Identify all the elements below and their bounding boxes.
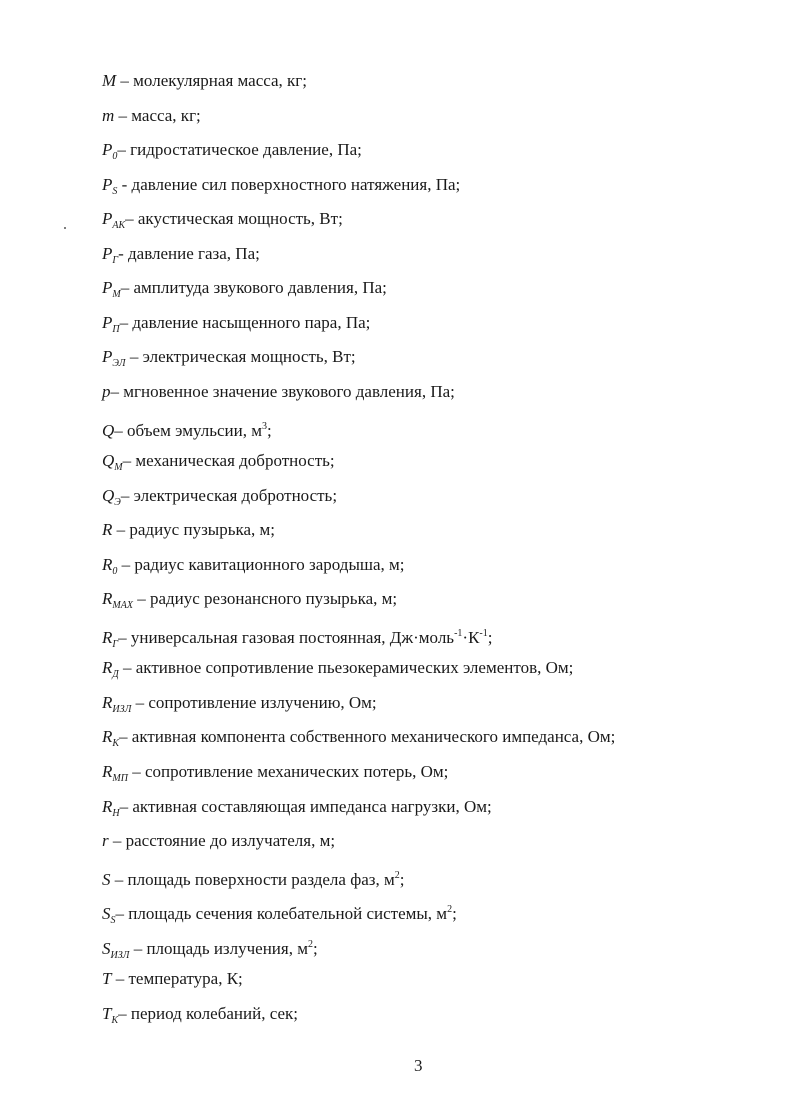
notation-entry bbox=[102, 313, 370, 340]
notation-entry bbox=[102, 175, 460, 202]
symbol: m bbox=[102, 106, 115, 125]
notation-entry bbox=[102, 555, 404, 582]
definition: – площадь сечения колебательной системы, м bbox=[115, 904, 448, 923]
symbol: p bbox=[102, 382, 111, 401]
symbol: T bbox=[102, 1004, 112, 1023]
symbol: R bbox=[102, 797, 113, 816]
notation-entry bbox=[102, 797, 492, 824]
definition: – активная компонента собственного механического импеданса, Ом; bbox=[119, 727, 616, 746]
symbol: P bbox=[102, 140, 113, 159]
unit-superscript: 3 bbox=[262, 421, 267, 432]
symbol: R bbox=[102, 555, 113, 574]
symbol-subscript: Г bbox=[112, 255, 119, 266]
notation-entry bbox=[102, 417, 272, 441]
definition: – радиус пузырька, м; bbox=[112, 520, 275, 539]
unit-superscript: 2 bbox=[394, 870, 400, 881]
unit-superscript: -1 bbox=[454, 628, 463, 639]
scan-speck bbox=[64, 227, 66, 229]
definition: – площадь излучения, м bbox=[129, 939, 308, 958]
definition: – сопротивление механических потерь, Ом; bbox=[127, 762, 449, 781]
definition: – молекулярная масса, кг; bbox=[116, 71, 308, 90]
symbol-subscript: П bbox=[112, 324, 120, 335]
notation-entry bbox=[102, 969, 243, 989]
definition: – объем эмульсии, м bbox=[114, 421, 262, 440]
symbol-subscript: Д bbox=[112, 669, 119, 680]
definition: – активная составляющая импеданса нагрузки, Ом; bbox=[119, 797, 492, 816]
symbol: P bbox=[102, 209, 113, 228]
notation-entry bbox=[102, 106, 201, 126]
definition: – расстояние до излучателя, м; bbox=[108, 831, 336, 850]
notation-entry bbox=[102, 382, 455, 402]
notation-entry bbox=[102, 71, 307, 91]
notation-entry bbox=[102, 140, 362, 167]
symbol: R bbox=[102, 628, 113, 647]
notation-entry bbox=[102, 935, 318, 966]
symbol-subscript: АК bbox=[112, 220, 126, 231]
notation-entry bbox=[102, 451, 335, 478]
symbol: R bbox=[102, 762, 113, 781]
symbol-subscript: S bbox=[110, 915, 116, 926]
page-number: 3 bbox=[414, 1056, 423, 1075]
symbol-subscript: ИЗЛ bbox=[112, 704, 132, 715]
notation-entry bbox=[102, 762, 448, 789]
definition-tail: ; bbox=[399, 870, 405, 889]
definition: – электрическая мощность, Вт; bbox=[125, 347, 356, 366]
definition-tail: ; bbox=[487, 628, 493, 647]
definition: - давление газа, Па; bbox=[118, 244, 260, 263]
notation-entry bbox=[102, 244, 260, 271]
definition-tail: ; bbox=[267, 421, 272, 440]
symbol: Q bbox=[102, 486, 115, 505]
symbol: R bbox=[102, 520, 113, 539]
symbol-subscript: МП bbox=[112, 773, 128, 784]
notation-entry bbox=[102, 658, 573, 685]
definition: – мгновенное значение звукового давления, Па; bbox=[110, 382, 455, 401]
notation-entry bbox=[102, 347, 356, 374]
symbol: R bbox=[102, 693, 113, 712]
definition: – гидростатическое давление, Па; bbox=[117, 140, 362, 159]
symbol-subscript: 0 bbox=[112, 151, 118, 162]
symbol-subscript: Н bbox=[112, 808, 120, 819]
unit-superscript: -1 bbox=[479, 628, 488, 639]
unit-superscript: 2 bbox=[308, 939, 313, 950]
symbol-subscript: Г bbox=[112, 639, 119, 650]
symbol-subscript: К bbox=[112, 738, 120, 749]
definition: – амплитуда звукового давления, Па; bbox=[120, 278, 387, 297]
notation-entry bbox=[102, 831, 335, 851]
symbol-subscript: MAX bbox=[112, 600, 133, 611]
definition: – акустическая мощность, Вт; bbox=[125, 209, 343, 228]
symbol: P bbox=[102, 313, 113, 332]
definition-tail: ; bbox=[452, 904, 457, 923]
symbol-subscript: ИЗЛ bbox=[110, 950, 130, 961]
notation-entry bbox=[102, 866, 404, 890]
definition: – механическая добротность; bbox=[122, 451, 335, 470]
symbol: S bbox=[102, 870, 111, 889]
symbol-subscript: М bbox=[112, 289, 121, 300]
notation-entry bbox=[102, 589, 397, 616]
symbol: M bbox=[102, 71, 117, 90]
definition: – давление насыщенного пара, Па; bbox=[119, 313, 371, 332]
symbol: P bbox=[102, 278, 113, 297]
notation-entry bbox=[102, 693, 377, 720]
symbol: R bbox=[102, 589, 113, 608]
symbol: R bbox=[102, 727, 113, 746]
definition: – температура, К; bbox=[111, 969, 243, 988]
definition: – универсальная газовая постоянная, Дж·моль bbox=[118, 628, 455, 647]
symbol: S bbox=[102, 904, 111, 923]
definition: – период колебаний, сек; bbox=[118, 1004, 298, 1023]
definition: – сопротивление излучению, Ом; bbox=[131, 693, 377, 712]
symbol-subscript: Э bbox=[114, 497, 121, 508]
definition: – активное сопротивление пьезокерамических элементов, Ом; bbox=[118, 658, 574, 677]
definition: – электрическая добротность; bbox=[120, 486, 338, 505]
symbol-subscript: М bbox=[114, 462, 123, 473]
notation-entry bbox=[102, 727, 615, 754]
symbol: P bbox=[102, 175, 113, 194]
symbol-subscript: К bbox=[111, 1015, 119, 1026]
notation-entry bbox=[102, 486, 337, 513]
symbol: R bbox=[102, 658, 113, 677]
unit-superscript: 2 bbox=[447, 904, 453, 915]
notation-entry bbox=[102, 520, 275, 540]
symbol-subscript: S bbox=[112, 186, 118, 197]
notation-entry bbox=[102, 278, 387, 305]
notation-entry bbox=[102, 1004, 298, 1031]
symbol: Q bbox=[102, 421, 115, 440]
symbol-subscript: 0 bbox=[112, 566, 118, 577]
symbol: P bbox=[102, 347, 113, 366]
symbol-subscript: ЭЛ bbox=[112, 358, 126, 369]
notation-entry bbox=[102, 624, 492, 655]
symbol: Q bbox=[102, 451, 115, 470]
symbol: r bbox=[102, 831, 109, 850]
definition-tail: ·К bbox=[462, 628, 480, 647]
definition: – масса, кг; bbox=[114, 106, 201, 125]
symbol: T bbox=[102, 969, 112, 988]
notation-entry bbox=[102, 209, 343, 236]
definition: - давление сил поверхностного натяжения, Па; bbox=[117, 175, 461, 194]
definition: – площадь поверхности раздела фаз, м bbox=[110, 870, 395, 889]
definition: – радиус кавитационного зародыша, м; bbox=[117, 555, 405, 574]
notation-entry bbox=[102, 900, 457, 931]
definition: – радиус резонансного пузырька, м; bbox=[132, 589, 398, 608]
definition-tail: ; bbox=[313, 939, 318, 958]
symbol: S bbox=[102, 939, 111, 958]
symbol: P bbox=[102, 244, 113, 263]
